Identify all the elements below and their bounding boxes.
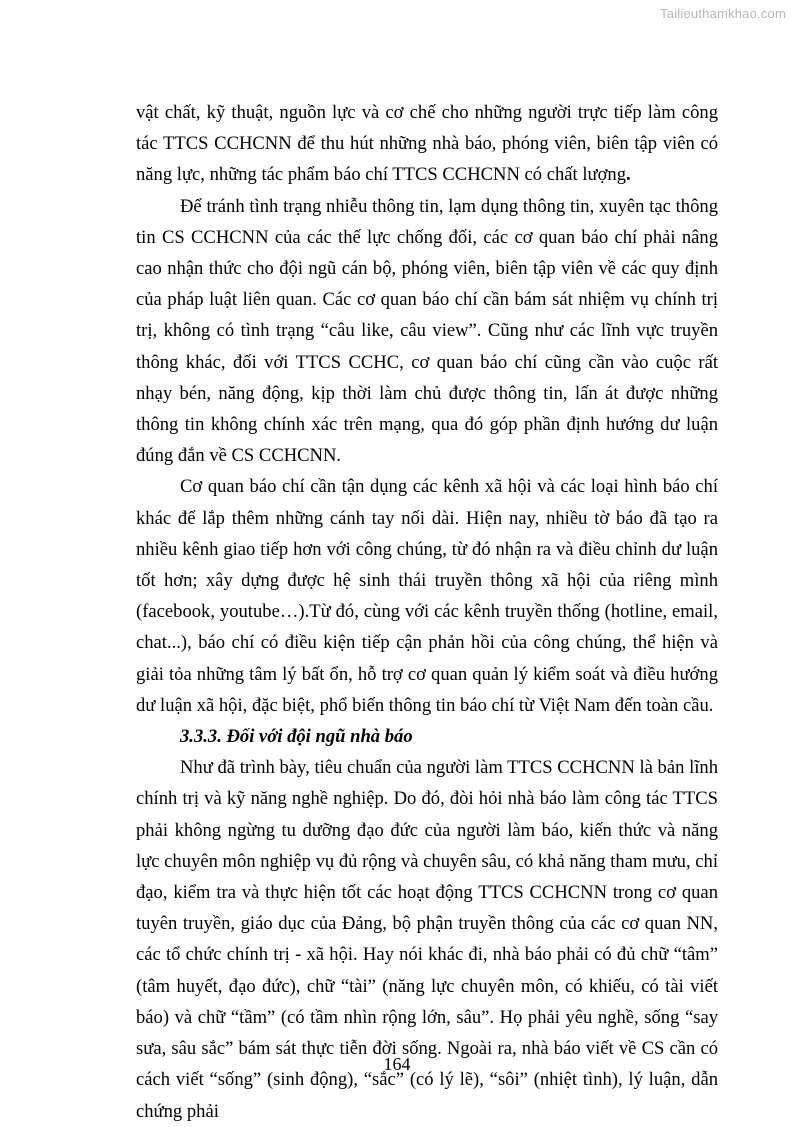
- paragraph-1-text: vật chất, kỹ thuật, nguồn lực và cơ chế cho những người trực tiếp làm công tác TTCS CCHCNN để thu hút những nhà báo, phóng viên, biên tập viên có năng lực, những tác phẩm báo chí TTCS CCHCNN có chất lượng: [136, 102, 718, 186]
- document-body: [136, 97, 718, 1127]
- section-heading: 3.3.3. Đối với đội ngũ nhà báo: [180, 726, 413, 748]
- page-number: 164: [383, 1054, 411, 1074]
- paragraph-3: Cơ quan báo chí cần tận dụng các kênh xã hội và các loại hình báo chí khác để lắp thêm những cánh tay nối dài. Hiện nay, nhiều tờ báo đã tạo ra nhiều kênh giao tiếp hơn với công chúng, từ đó nhận ra và điều chỉnh dư luận tốt hơn; xây dựng được hệ sinh thái truyền thông xã hội của riêng mình (facebook, youtube…).Từ đó, cùng với các kênh truyền thống (hotline, email, chat...), báo chí có điều kiện tiếp cận phản hồi của công chúng, thể hiện và giải tỏa những tâm lý bất ổn, hỗ trợ cơ quan quản lý kiểm soát và điều hướng dư luận xã hội, đặc biệt, phổ biến thông tin báo chí từ Việt Nam đến toàn cầu.: [136, 476, 718, 716]
- watermark: Tailieuthamkhao.com: [660, 6, 786, 21]
- paragraph-1: [136, 97, 718, 191]
- paragraph-1-end: .: [626, 164, 631, 186]
- paragraph-2: Để tránh tình trạng nhiễu thông tin, lạm dụng thông tin, xuyên tạc thông tin CS CCHCNN của các thế lực chống đối, các cơ quan báo chí phải nâng cao nhận thức cho đội ngũ cán bộ, phóng viên, biên tập viên về các quy định của pháp luật liên quan. Các cơ quan báo chí cần bám sát nhiệm vụ chính trị trị, không có tình trạng “câu like, câu view”. Cũng như các lĩnh vực truyền thông khác, đối với TTCS CCHC, cơ quan báo chí cũng cần vào cuộc rất nhạy bén, năng động, kịp thời làm chủ được thông tin, lấn át được những thông tin không chính xác trên mạng, qua đó góp phần định hướng dư luận đúng đắn về CS CCHCNN.: [136, 195, 718, 467]
- paragraph-4: Như đã trình bày, tiêu chuẩn của người làm TTCS CCHCNN là bản lĩnh chính trị và kỹ năng nghề nghiệp. Do đó, đòi hỏi nhà báo làm công tác TTCS phải không ngừng tu dưỡng đạo đức của người làm báo, kiến thức và năng lực chuyên môn nghiệp vụ đủ rộng và chuyên sâu, có khả năng tham mưu, chỉ đạo, kiểm tra và thực hiện tốt các hoạt động TTCS CCHCNN trong cơ quan tuyên truyền, giáo dục của Đảng, bộ phận truyền thông của các cơ quan NN, các tổ chức chính trị - xã hội. Hay nói khác đi, nhà báo phải có đủ chữ “tâm” (tâm huyết, đạo đức), chữ “tài” (năng lực chuyên môn, có khiếu, có tài viết báo) và chữ “tầm” (có tầm nhìn rộng lớn, sâu”. Họ phải yêu nghề, sống “say sưa, sâu sắc” bám sát thực tiễn đời sống. Ngoài ra, nhà báo viết về CS cần có cách viết “sống” (sinh động), “sắc” (có lý lẽ), “sôi” (nhiệt tình), lý luận, dẫn chứng phải: [136, 757, 718, 1122]
